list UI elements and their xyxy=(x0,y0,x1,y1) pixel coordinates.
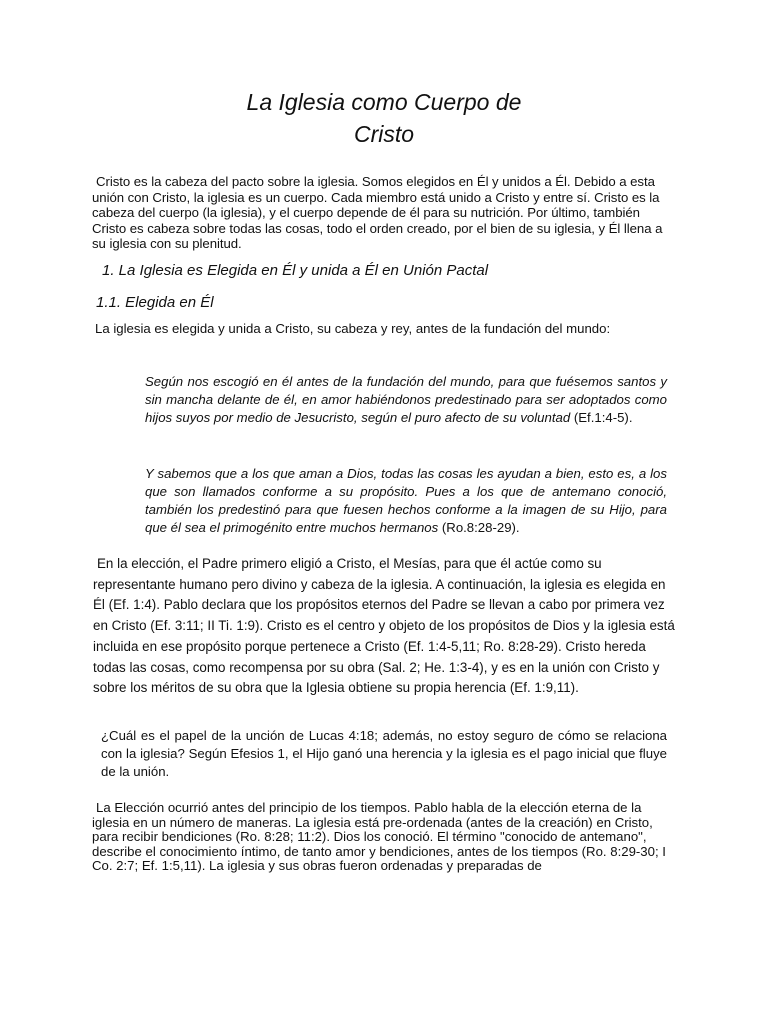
election-paragraph: En la elección, el Padre primero eligió a Cristo, el Mesías, para que él actúe como su representante humano pero divino y cabeza de la iglesia. A continuación, la iglesia es elegida en Él (Ef. 1:4). Pablo declara que los propósitos eternos del Padre se llevan a cabo por primera vez en Cristo (Ef. 3:11; II Ti. 1:9). Cristo es el centro y objeto de los propósitos de Dios y la iglesia está incluida en ese propósito porque pertenece a Cristo (Ef. 1:4-5,11; Ro. 8:28-29). Cristo hereda todas las cosas, como recompensa por su obra (Sal. 2; He. 1:3-4), y es en la unión con Cristo y sobre los méritos de su obra que la Iglesia obtiene su propia herencia (Ef. 1:9,11). xyxy=(93,556,675,696)
lead-paragraph: La iglesia es elegida y unida a Cristo, su cabeza y rey, antes de la fundación del mundo: xyxy=(95,321,611,336)
quote-reference: (Ro.8:28-29). xyxy=(438,520,520,535)
eternal-election-paragraph: La Elección ocurrió antes del principio de los tiempos. Pablo habla de la elección eterna de la iglesia en un número de maneras. La iglesia está pre-ordenada (antes de la creación) en Cristo, para recibir bendiciones (Ro. 8:28; 11:2). Dios los conoció. El término "conocido de antemano", describe el conocimiento íntimo, de tanto amor y bendiciones, antes de los tiempos (Ro. 8:29-30; I Co. 2:7; Ef. 1:5,11). La iglesia y sus obras fueron ordenadas y preparadas de xyxy=(92,800,666,874)
quote-text: Según nos escogió en él antes de la fundación del mundo, para que fuésemos santos y sin mancha delante de él, en amor habiéndonos predestinado para ser adoptados como hijos suyos por medio de Jesucristo, según el puro afecto de su voluntad xyxy=(145,374,667,425)
section-heading-1: 1. La Iglesia es Elegida en Él y unida a Él en Unión Pactal xyxy=(102,262,489,279)
document-title xyxy=(0,86,768,150)
scripture-quote-ephesians xyxy=(145,373,667,427)
title-line-2: Cristo xyxy=(353,121,415,147)
quote-text: Y sabemos que a los que aman a Dios, todas las cosas les ayudan a bien, esto es, a los que son llamados conforme a su propósito. Pues a los que de antemano conoció, también los predestinó para que fuesen hechos conforme a la imagen de su Hijo, para que él sea el primogénito entre muchos hermanos xyxy=(145,466,667,535)
question-note: ¿Cuál es el papel de la unción de Lucas 4:18; además, no estoy seguro de cómo se relaciona con la iglesia? Según Efesios 1, el Hijo ganó una herencia y la iglesia es el pago inicial que fluye de la unión. xyxy=(101,728,667,779)
quote-reference: (Ef.1:4-5). xyxy=(570,410,633,425)
subsection-heading-1-1: 1.1. Elegida en Él xyxy=(96,294,214,311)
scripture-quote-romans xyxy=(145,465,667,537)
intro-paragraph: Cristo es la cabeza del pacto sobre la iglesia. Somos elegidos en Él y unidos a Él. Debido a esta unión con Cristo, la iglesia es un cuerpo. Cada miembro está unido a Cristo y entre sí. Cristo es la cabeza del cuerpo (la iglesia), y el cuerpo depende de él para su nutrición. Por último, también Cristo es cabeza sobre todas las cosas, todo el orden creado, por el bien de su iglesia, y Él llena a su iglesia con su plenitud. xyxy=(92,174,663,252)
title-line-1: La Iglesia como Cuerpo de xyxy=(246,89,522,115)
